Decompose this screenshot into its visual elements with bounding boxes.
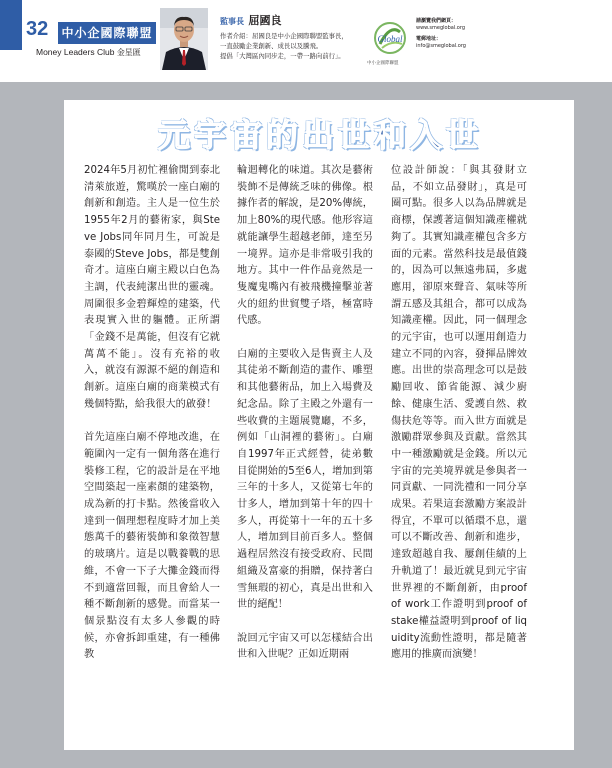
column-subtitle (36, 47, 141, 58)
article-column-1 (84, 163, 220, 664)
portrait-photo (160, 8, 208, 70)
author-name: 屈國良 (248, 14, 282, 27)
paragraph: 白廟的主要收入是售賣主人及其徒弟不斷創造的畫作、雕塑和其他藝術品，加上入場費及紀念品。除了主殿之外還有一些收費的主題展覽廳，不多，例如「山洞裡的藝術」。白廟自1997年正式經營，徒弟數目從開始的5至6人，增加到第三年的十多人，又從第七年的廿多人，增加到第十年的四十多人，再從第十一年的五十多人，增加到目前百多人。整個過程居然沒有接受政府、民間組織及富豪的捐贈，保持著白雪無瑕的初心，真是出世和入世的絕配！ (237, 348, 373, 611)
page-header (0, 0, 612, 78)
club-sub-en: Money Leaders Club (36, 47, 115, 57)
author-desc-line: 作者介紹：屈國良是中小企國際聯盟監事長， (220, 32, 348, 40)
logo-caption: 中小企國際聯盟 (367, 61, 399, 66)
paragraph: 位設計師說：「與其發財立品，不如立品發財」，真是可圈可點。很多人以為品牌就是商標，保護著這個知識產權就夠了。其實知識產權包含多方面的元素。當然科技是最值錢的，因為可以無遠弗屆，多處應用，卻原來聲音、氣味等所謂五感及其組合，都可以成為知識產權。因此，同一個理念的元宇宙，也可以運用創造力建立不同的內容，發揮品牌效應。出世的崇高理念可以是鼓勵回收、節省能源、減少廚餘、健康生活、愛護自然、救傷扶危等等。而入世方面就是激勵群眾參與及貢獻。當然其中一種激勵就是金錢。所以元宇宙的完美境界就是參與者一同貢獻、一同洗禮和一同分享成果。若果這套激勵方案設計得宜，不單可以循環不息，還可以不斷改善、創新和進步，達致超越自我、屢創佳績的上升軌道了！最近就見到元宇宙世界裡的不斷創新，由proof of work工作證明到proof of stake權益證明到proof of liquidity流動性證明，都是隨著應用的推廣而演變！ (391, 165, 527, 661)
author-desc-line: 一直鼓勵企業創新、成長以及騰飛。 (220, 42, 323, 50)
paragraph: 說回元宇宙又可以怎樣結合出世和入世呢？正如近期兩 (237, 632, 373, 661)
paragraph: 輪迴轉化的味道。其次是藝術裝飾不是傳統乏味的佛像。根據作者的解說，是20%傳統，加上80%的現代感。他形容這就能讓學生超越老師，達至另一境界。這亦是非常吸引我的地方。其中一件作品竟然是一隻魔鬼嘴內有被飛機撞擊並著火的紐約世貿雙子塔，極富時代感。 (237, 165, 373, 327)
page-number: 32 (26, 18, 49, 40)
author-info (220, 12, 370, 61)
website-label: 請瀏覽我們網頁： (416, 18, 457, 24)
email-link[interactable]: info@smeglobal.org (416, 43, 466, 49)
paragraph: 首先這座白廟不停地改進，在範圍內一定有一個角落在進行裝修工程，它的設計是在平地空間築起一座素顏的建築物，成為新的打卡點。然後當收入達到一個理想程度時才加上美態萬千的藝術裝飾和象徵智慧的玻璃片。這是以戰養戰的思維，不會一下子大攤金錢而得不到適當回報，而且會給人一種不斷創新的感覺。而當某一個景點沒有太多人參觀的時候，亦會拆卸重建，有一種佛教 (84, 432, 220, 661)
author-title-line (220, 12, 370, 28)
email-label: 電郵地址： (416, 36, 442, 42)
article-column-3 (391, 163, 527, 664)
article-column-2 (237, 163, 373, 664)
club-sub-cn: 金星匯 (116, 48, 141, 57)
website-link[interactable]: www.smeglobal.org (416, 25, 465, 31)
header-accent-strip (0, 0, 22, 50)
author-description (220, 31, 370, 61)
club-logo-icon (370, 18, 410, 62)
author-role: 監事長 (220, 17, 244, 26)
column-title-banner: 中小企國際聯盟 (58, 22, 156, 44)
svg-text:Global: Global (377, 34, 403, 44)
author-photo (160, 8, 208, 70)
paragraph: 2024年5月初忙裡偷閒到泰北清萊旅遊，驚嘆於一座白廟的創新和創造。主人是一位生於1955年2月的藝術家，與Steve Jobs同年同月生，可說是泰國的Steve Jobs，都是雙創奇才。這座白廟主殿以白色為主調，代表純潔出世的靈魂。周圍很多金碧輝煌的建築，代表現實入世的軀體。正所謂「金錢不是萬能，但沒有它就萬萬不能」。沒有充裕的收入，就沒有源源不絕的創造和創新。這座白廟的商業模式有幾個特點，給我很大的啟發！ (84, 165, 220, 410)
author-desc-line: 提倡「大灣區內同步走，一帶一路向前行」。 (220, 52, 345, 60)
contact-info (416, 18, 506, 50)
article-title: 元宇宙的出世和入世 (157, 116, 482, 154)
